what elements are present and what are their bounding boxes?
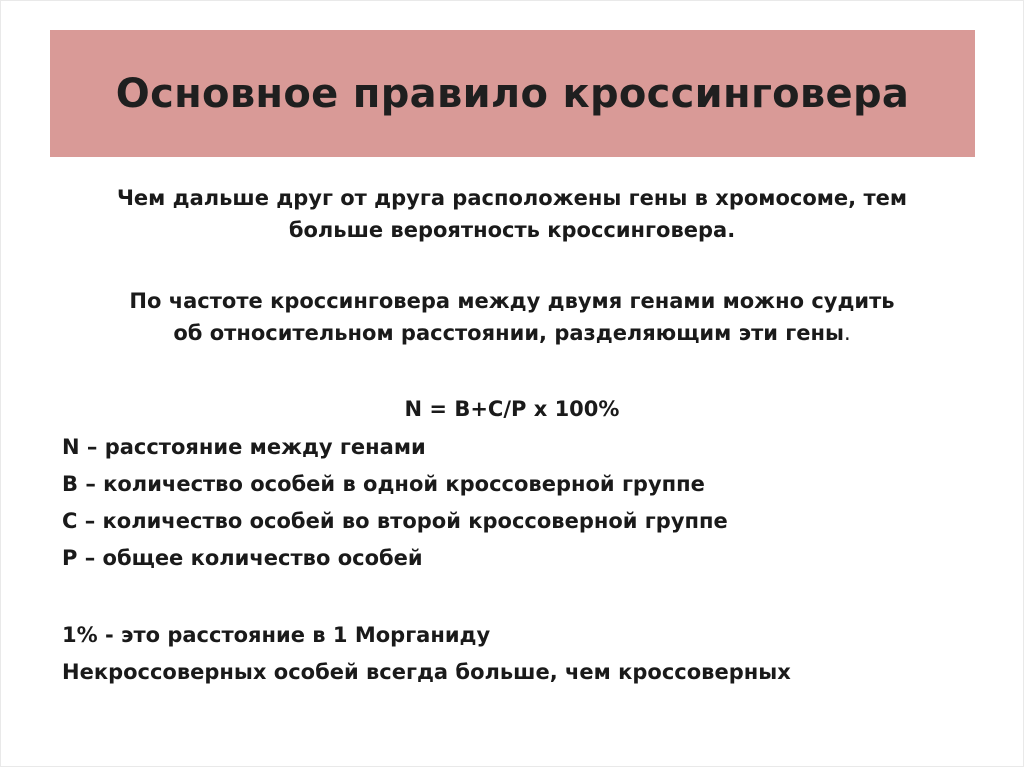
title-bar [50, 30, 975, 157]
rule-line-2: больше вероятность кроссинговера. [288, 218, 736, 242]
rule-line-1: Чем дальше друг от друга расположены гены в хромосоме, тем [116, 186, 908, 210]
definition-n: N – расстояние между генами [62, 435, 426, 459]
frequency-end-mark: . [843, 321, 851, 345]
rule-paragraph [62, 182, 962, 246]
frequency-line-2: об относительном расстоянии, разделяющим эти гены [173, 321, 844, 345]
definition-c: C – количество особей во второй кроссоверной группе [62, 509, 728, 533]
definition-p: P – общее количество особей [62, 546, 423, 570]
frequency-line-2-wrap [62, 317, 962, 349]
definition-b: B – количество особей в одной кроссоверной группе [62, 472, 705, 496]
frequency-paragraph [62, 285, 962, 349]
frequency-line-1: По частоте кроссинговера между двумя генами можно судить [129, 289, 895, 313]
slide-title: Основное правило кроссинговера [115, 70, 910, 117]
note-noncrossover: Некроссоверных особей всегда больше, чем кроссоверных [62, 660, 791, 684]
formula: N = B+C/P x 100% [404, 397, 620, 421]
note-morganid: 1% - это расстояние в 1 Морганиду [62, 623, 491, 647]
